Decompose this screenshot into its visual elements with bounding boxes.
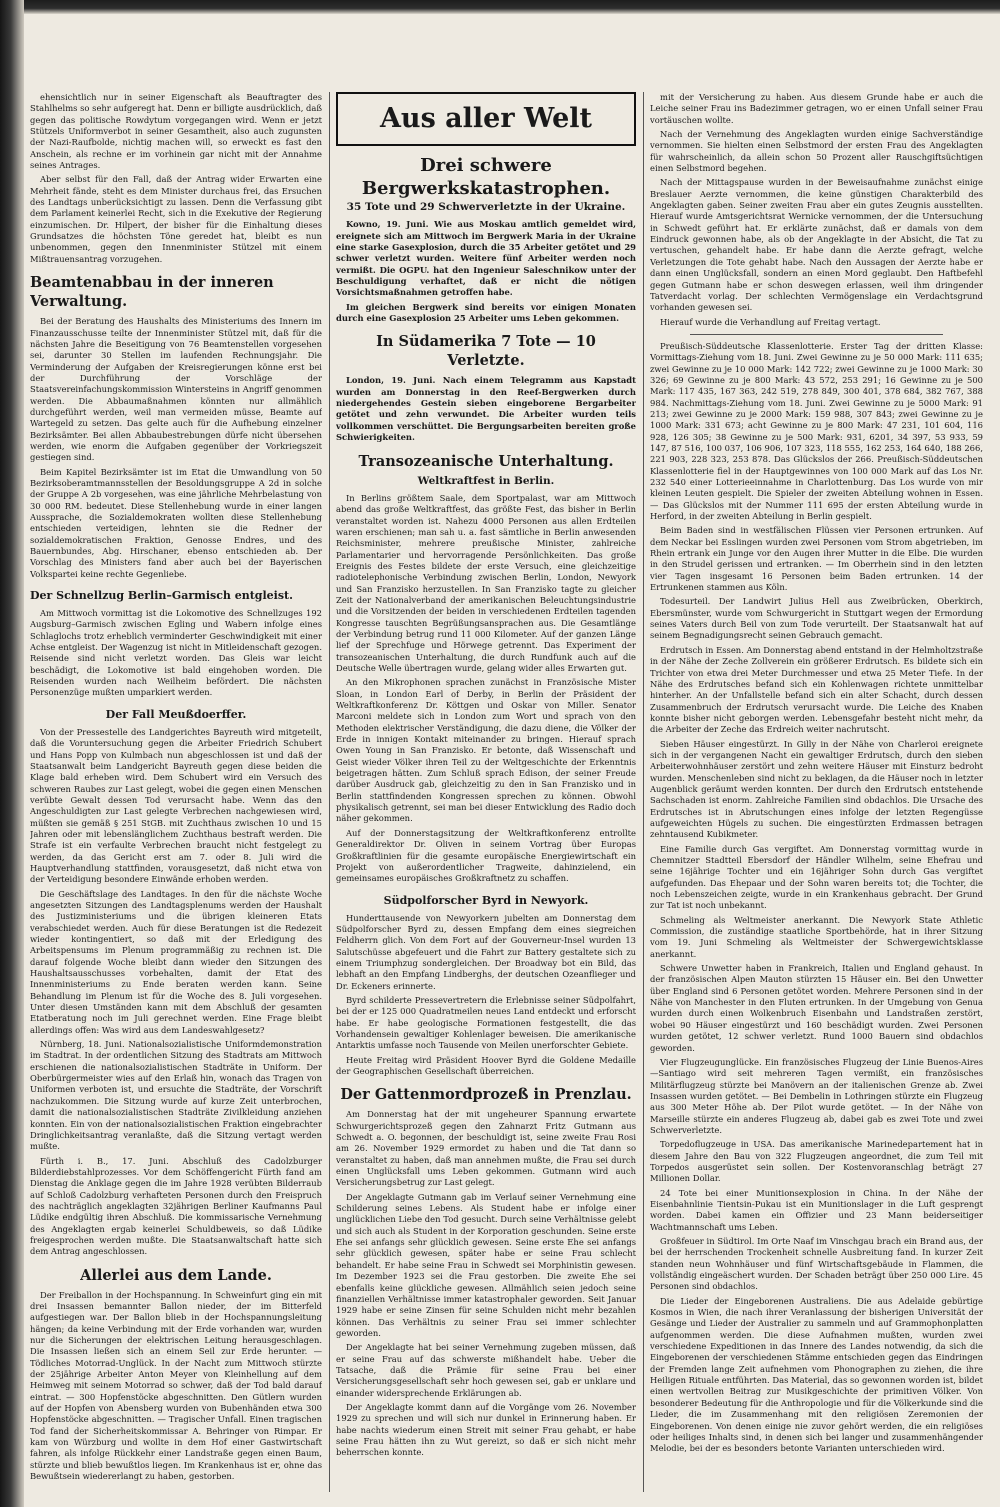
article-paragraph: Fürth i. B., 17. Juni. Abschluß des Cadolzburger Bilderdiebstahlprozesses. Vor dem Schöffengericht Fürth fand am Dienstag die Anklage gegen die im Jahre 1928 verübten Bilderraub auf Schloß Cadolzburg verhafteten Personen durch den Freispruch des nachträglich angeklagten 32jährigen Berliner Kaufmanns Paul Lüdike endgültig ihren Abschluß. Die kommissarische Vernehmung des Angeklagten ergab keinerlei Schuldbeweis, so daß Lüdike freigesprochen werden mußte. Die Staatsanwaltschaft hatte sich dem Antrag angeschlossen. bbox=[30, 1155, 322, 1257]
article-paragraph: Todesurteil. Der Landwirt Julius Hell aus Zweibrücken, Oberkirch, Ebersmünster, wurde vom Schwurgericht in Stuttgart wegen der Ermordung seines Vaters durch Beil von zum Tode verurteilt. Der Staatsanwalt hat auf seinem Begnadigungsrecht seinen Gebrauch gemacht. bbox=[650, 596, 983, 641]
headline: Der Schnellzug Berlin–Garmisch entgleist. bbox=[30, 589, 293, 603]
column-middle bbox=[336, 92, 636, 1497]
column-left bbox=[30, 92, 322, 1497]
article-paragraph: Vier Flugzeugunglücke. Ein französisches Flugzeug der Linie Buenos-Aires—Santiago wird seit mehreren Tagen vermißt, ein französisches Militärflugzeug stürzte bei Manövern an der italienischen Grenze ab. Zwei Insassen wurden getötet. — Bei Dembelin in Lothringen stürzte ein Flugzeug aus 300 Meter Höhe ab. Der Pilot wurde getötet. — In der Nähe von Marseille stürzte ein anderes Flugzeug ab, dabei gab es zwei Tote und zwei Schwerverletzte. bbox=[650, 1056, 983, 1135]
subheadline: Weltkraftfest in Berlin. bbox=[417, 474, 555, 487]
article-paragraph: ehensichtlich nur in seiner Eigenschaft als Beauftragter des Stahlhelms so sehr aufgeregt hat. Denn er billigte ausdrücklich, daß gegen das politische Rowdytum vorgegangen wird. Wenn er jetzt Stützels Uniformverbot in seiner Gesamtheit, also auch zugunsten der Nazi-Raufbolde, nichtig machen will, so erweckt es fast den Anschein, als rechne er im vorhinein gar nicht mit der Annahme seines Antrages. bbox=[30, 92, 322, 171]
headline: Der Gattenmordprozeß in Prenzlau. bbox=[340, 1086, 632, 1104]
headline: Beamtenabbau in der inneren Verwaltung. bbox=[30, 274, 274, 311]
article-paragraph: Heute Freitag wird Präsident Hoover Byrd die Goldene Medaille der Geographischen Gesellschaft überreichen. bbox=[336, 1054, 636, 1076]
article-paragraph: Torpedoflugzeuge in USA. Das amerikanische Marinedepartement hat in diesem Jahre den Bau von 322 Flugzeugen angeordnet, die zum Teil mit Torpedos ausgerüstet sein sollen. Der Kostenvoranschlag beträgt 27 Millionen Dollar. bbox=[650, 1139, 983, 1184]
section-title-box bbox=[336, 92, 636, 146]
article-paragraph: Nach der Vernehmung des Angeklagten wurden einige Sachverständige vernommen. Sie hielten einen Selbstmord der ersten Frau des Angeklagten für wahrscheinlich, da allein schon 50 Prozent aller Rauschgiftsüchtigen einen Selbstmord begehen. bbox=[650, 129, 983, 174]
section-title: Aus aller Welt bbox=[379, 103, 593, 134]
article-paragraph: Der Angeklagte Gutmann gab im Verlauf seiner Vernehmung eine Schilderung seines Lebens. Als Student habe er infolge einer unglücklichen Liebe den Tod gesucht. Durch seine Verhältnisse gelebt und sich auch als Student in der Korporation geschunden. Seine erste Ehe sei anfangs sehr glücklich gewesen. Seine erste Ehe sei anfangs sehr glücklich gewesen, später habe er seine Frau schlecht behandelt. Er habe seine Frau in Schwedt sei Morphinistin gewesen. Im Dezember 1923 sei die Frau gestorben. Die zweite Ehe sei ebenfalls keine glückliche gewesen. Allmählich seien jedoch seine finanziellen Verhältnisse immer katastrophaler geworden. Seit Januar 1929 habe er seine Zinsen für seine Schulden nicht mehr bezahlen können. Das Verhältnis zu seiner Frau sei immer schlechter geworden. bbox=[336, 1191, 636, 1338]
headline: Südpolforscher Byrd in Newyork. bbox=[383, 893, 589, 907]
article-paragraph: Beim Kapitel Bezirksämter ist im Etat die Umwandlung von 50 Bezirksoberamtmannsstellen der Besoldungsgruppe A 2d in solche der Gruppe A 2b vorgesehen, was eine jährliche Mehrbelastung von 30 000 RM. bedeutet. Diese Stellenhebung wurde in einer langen Aussprache, die Sozialdemokraten wollten diese Stellenhebung entschieden verteidigen, lehnten sie die Redner der sozialdemokratischen Fraktion, Genosse Endres, und des Bauernbundes, Abg. Hirschaner, ebenso entschieden ab. Der Vorschlag des Ministers fand aber auch bei der Bayerischen Volkspartei keine rechte Gegenliebe. bbox=[30, 466, 322, 579]
article-paragraph: Die Geschäftslage des Landtages. In den für die nächste Woche angesetzten Sitzungen des Landtagsplenums werden der Haushalt des Justizministeriums und die übrigen kleineren Etats verabschiedet werden. Auch für diese Beratungen ist die Redezeit wieder kontingentiert, so daß mit der Erledigung des Arbeitspensums im Plenum programmäßig zu rechnen ist. Die darauf folgende Woche bleibt dann wieder den Sitzungen des Haushaltsausschusses vorbehalten, damit der Etat des Innenministeriums zu Ende beraten werden kann. Seine Behandlung im Plenum ist für die Woche des 8. Juli vorgesehen. Unter diesen Umständen kann mit dem Abschluß der gesamten Etatberatung noch im Juli gerechnet werden. Eine Frage bleibt allerdings offen: Was wird aus dem Landeswahlgesetz? bbox=[30, 888, 322, 1035]
article-paragraph: Nürnberg, 18. Juni. Nationalsozialistische Uniformdemonstration im Stadtrat. In der ordentlichen Sitzung des Stadtrats am Mittwoch erschienen die nationalsozialistischen Stadträte in Uniform. Der Oberbürgermeister wies auf den Erlaß hin, wonach das Tragen von Uniformen verboten ist, und ersuchte die Stadträte, der Vorschrift nachzukommen. Die Sitzung wurde auf kurze Zeit unterbrochen, damit die nationalsozialistischen Stadträte Zivilkleidung anziehen konnten. Ein von der nationalsozialistischen Fraktion eingebrachter Dringlichkeitsantrag veranlaßte, daß die Sitzung vertagt werden mußte. bbox=[30, 1039, 322, 1152]
article-paragraph: Am Donnerstag hat der mit ungeheurer Spannung erwartete Schwurgerichtsprozeß gegen den Zahnarzt Fritz Gutmann aus Schwedt a. O. begonnen, der beschuldigt ist, seine zweite Frau Rosi am 26. November 1929 ermordet zu haben und die Tat dann so veranstaltet zu haben, daß man annehmen mußte, die Frau sei durch einen Unglücksfall ums Leben gekommen. Gutmann wird auch Versicherungsbetrug zur Last gelegt. bbox=[336, 1109, 636, 1188]
article-paragraph: Am Mittwoch vormittag ist die Lokomotive des Schnellzuges 192 Augsburg–Garmisch zwischen Egling und Wabern infolge eines Schlaglochs trotz erheblich verminderter Geschwindigkeit mit einer Achse entgleist. Der Wagenzug ist nicht in Mitleidenschaft gezogen. Reisende sind nicht verletzt worden. Das Gleis war leicht beschädigt, die Lokomotive ist bald eingehoben worden. Die Reisenden wurden nach Weilheim befördert. Die nächsten Personenzüge mußten umparkiert werden. bbox=[30, 608, 322, 698]
column-right bbox=[650, 92, 983, 1497]
article-paragraph: Beim Baden sind in westfälischen Flüssen vier Personen ertrunken. Auf dem Neckar bei Esslingen wurden zwei Personen vom Strom abgetrieben, im Rhein ertrank ein Junge vor den Augen ihrer Mutter in die Elbe. Die wurden in den Strudel gerissen und ertranken. — Im Oberrhein sind in den letzten vier Tagen insgesamt 16 Personen beim Baden ertrunken. 14 der Ertrunkenen stammen aus Köln. bbox=[650, 525, 983, 593]
article-paragraph: Schmeling als Weltmeister anerkannt. Die Newyork State Athletic Commission, die zuständige staatliche Sportbehörde, hat in ihrer Sitzung vom 19. Juni Schmeling als Weltmeister der Schwergewichtsklasse anerkannt. bbox=[650, 914, 983, 959]
article-paragraph: Die Lieder der Eingeborenen Australiens. Die aus Adelaide gebürtige Kosmos in Wien, die nach ihrer Veranlassung der bisherigen Universität der Gesänge und Lieder der Australier zu sammeln und auf Grammophonplatten aufgenommen werden. Die diese Aufnahmen mußten, wurden zwei verschiedene Expeditionen in das Innere des Landes notwendig, da sich die Eingeborenen der verschiedenen Stämme entschieden gegen das Eindringen der Fremden lange Zeit aufnehmen vom Phonographen zu ziehen, die ihre Heiligen Rituale entführten. Das Material, das so gewonnen worden ist, bildet einen wertvollen Beitrag zur Musikgeschichte der primitiven Völker. Von besonderer Bedeutung für die Anthropologie und für die Völkerkunde sind die Lieder, die im Zusammenhang mit den religiösen Zeremonien der Eingeborenen. Von denen einige nie zuvor gehört werden, die ein religiöses oder heiliges Inhalts sind, in denen sich bei langer und zusammenhängender Melodie, bei der es besonders betonte Varianten unterschieden wird. bbox=[650, 1295, 983, 1454]
page-binding-shadow bbox=[0, 0, 24, 1507]
column-divider bbox=[329, 92, 330, 1492]
article-paragraph: Aber selbst für den Fall, daß der Antrag wider Erwarten eine Mehrheit fände, steht es dem Minister durchaus frei, das Ersuchen des Landtags unberücksichtigt zu lassen. Denn die Verfassung gibt dem Parlament keinerlei Recht, sich in die Exekutive der Regierung einzumischen. Dr. Hilpert, der bisher für die Einhaltung dieses Grundsatzes die höchsten Töne geredet hat, bleibt es nun unbenommen, gegen den Innenminister Stützel mit einem Mißtrauensantrag vorzugehen. bbox=[30, 174, 322, 264]
headline: Der Fall Meußdoerffer. bbox=[105, 707, 247, 721]
article-paragraph: mit der Versicherung zu haben. Aus diesem Grunde habe er auch die Leiche seiner Frau ins Badezimmer getragen, wo er einen Unfall seiner Frau vortäuschen wollte. bbox=[650, 92, 983, 125]
page-top-shadow bbox=[0, 0, 1000, 14]
subheadline: 35 Tote und 29 Schwerverletzte in der Ukraine. bbox=[346, 201, 626, 213]
article-paragraph: Sieben Häuser eingestürzt. In Gilly in der Nähe von Charleroi ereignete sich in der vergangenen Nacht ein gewaltiger Erdrutsch, durch den sieben Arbeiterwohnhäuser zerstört und zehn weitere Häuser mit Einsturz bedroht wurden. Menschenleben sind nicht zu beklagen, da die Häuser noch in letzter Augenblick geräumt werden konnten. Der durch den Erdrutsch entstehende Sachschaden ist enorm. Zahlreiche Familien sind obdachlos. Die Ursache des Erdrutsches ist in Abrutschungen eines infolge der letzten Regengüsse aufgeweichten Hügels zu suchen. Die eingestürzten Erdmassen betragen zehntausend Kubikmeter. bbox=[650, 738, 983, 840]
article-paragraph: Großfeuer in Südtirol. Im Orte Naaf im Vinschgau brach ein Brand aus, der bei der herrschenden Trockenheit schnelle Ausbreitung fand. In kurzer Zeit standen neun Wohnhäuser und fünf Wirtschaftsgebäude in Flammen, die vollständig eingeäschert wurden. Der Schaden beträgt über 250 000 Lire. 45 Personen sind obdachlos. bbox=[650, 1236, 983, 1292]
article-paragraph: Der Angeklagte kommt dann auf die Vorgänge vom 26. November 1929 zu sprechen und will sich nur dunkel in Erinnerung haben. Er habe nachts wiederum einen Streit mit seiner Frau gehabt, er habe seine Frau hätten ihn zu Wut gereizt, so daß er sich nicht mehr beherrschen konnte. bbox=[336, 1401, 636, 1458]
article-paragraph: Der Angeklagte hat bei seiner Vernehmung zugeben müssen, daß er seine Frau auf das schwerste mißhandelt habe. Ueber die Tatsache, daß die Prämie für seine Frau bei einer Versicherungsgesellschaft sehr hoch gewesen sei, gab er unklare und einander widersprechende Erklärungen ab. bbox=[336, 1342, 636, 1398]
article-paragraph: Auf der Donnerstagsitzung der Weltkraftkonferenz entrollte Generaldirektor Dr. Oliven in seinem Vortrag über Europas Großkraftlinien für die gesamte europäische Energiewirtschaft ein Projekt von außerordentlicher Tragweite, dahinzielend, ein gemeinsames europäisches Großkraftnetz zu schaffen. bbox=[336, 827, 636, 884]
article-paragraph: 24 Tote bei einer Munitionsexplosion in China. In der Nähe der Eisenbahnlinie Tientsin-Pukau ist ein Munitionslager in die Luft gesprengt worden. Dabei kamen ein Offizier und 23 Mann beiderseitiger Wachtmannschaft ums Leben. bbox=[650, 1187, 983, 1232]
article-paragraph: Hunderttausende von Newyorkern jubelten am Donnerstag dem Südpolforscher Byrd zu, dessen Empfang dem eines siegreichen Feldherrn glich. Von dem Fort auf der Gouverneur-Insel wurden 13 Salutschüsse abgefeuert und die Fahrt zur Battery gestaltete sich zu einem Triumphzug sondergleichen. Der Broadway bot ein Bild, das lebhaft an den Empfang Lindberghs, der deutschen Ozeanflieger und Dr. Eckeners erinnerte. bbox=[336, 912, 636, 991]
headline: Drei schwere Bergwerkskatastrophen. bbox=[361, 155, 611, 199]
headline: In Südamerika 7 Tote — 10 Verletzte. bbox=[376, 333, 596, 370]
headline: Allerlei aus dem Lande. bbox=[80, 1266, 272, 1284]
article-paragraph: Von der Pressestelle des Landgerichtes Bayreuth wird mitgeteilt, daß die Voruntersuchung gegen die Arbeiter Friedrich Schubert und Hans Popp von Kulmbach nun abgeschlossen ist und daß der Staatsanwalt beim Landgericht Bayreuth gegen diese beiden die Klage bald erheben wird. Dem Schubert wird ein Versuch des schweren Raubes zur Last gelegt, wobei die gegen einen Menschen verübte Gewalt dessen Tod verursacht habe. Wenn das den Angeschuldigten zur Last gelegte Verbrechen nachgewiesen wird, müßten sie gemäß § 251 StGB. mit Zuchthaus zwischen 10 und 15 Jahren oder mit lebenslänglichem Zuchthaus bestraft werden. Die Strafe ist ein verfaulte Verbrechen braucht nicht festgelegt zu werden, da das Gericht erst am 7. oder 8. Juli wird die Hauptverhandlung stattfinden, vorausgesetzt, daß nicht etwa von der Verteidigung besondere Einwände erhoben werden. bbox=[30, 726, 322, 885]
column-divider bbox=[643, 92, 644, 1492]
separator bbox=[690, 334, 943, 335]
article-paragraph: Preußisch-Süddeutsche Klassenlotterie. Erster Tag der dritten Klasse: Vormittags-Ziehung vom 18. Juni. Zwei Gewinne zu je 50 000 Mark: 111 635; zwei Gewinne zu je 10 000 Mark: 142 722; zwei Gewinne zu je 1000 Mark: 30 326; 69 Gewinne zu je 800 Mark: 43 572, 253 291; 16 Gewinne zu je 500 Mark: 117 435, 167 363, 242 519, 278 849, 300 401, 378 684, 382 767, 388 984. Nachmittags-Ziehung vom 18. Juni. Zwei Gewinne zu je 5000 Mark: 91 213; zwei Gewinne zu je 2000 Mark: 159 988, 307 843; zwei Gewinne zu je 1000 Mark: 331 673; acht Gewinne zu je 800 Mark: 47 231, 101 604, 116 928, 126 305; 38 Gewinne zu je 500 Mark: 931, 6201, 34 397, 53 933, 59 147, 87 516, 100 037, 106 906, 107 323, 118 555, 162 253, 164 640, 188 266, 221 903, 228 323, 253 878. Das Glückslos der 266. Preußisch-Süddeutschen Klassenlotterie fiel in der Hauptgewinnes von 100 000 Mark auf das Los Nr. 232 540 einer Lotterieeinnahme in Charlottenburg. Das Los wurde von mir kleinen Leuten gespielt. Die Spieler der zweiten Abteilung wohnen in Essen. — Das Glückslos mit der Nummer 111 695 der ersten Abteilung wurde in Herford, in der zweiten Abteilung in Berlin gespielt. bbox=[650, 340, 983, 522]
article-paragraph: Kowno, 19. Juni. Wie aus Moskau amtlich gemeldet wird, ereignete sich am Mittwoch im Bergwerk Maria in der Ukraine eine starke Gasexplosion, durch die 35 Arbeiter getötet und 29 schwer verletzt wurden. Weitere fünf Arbeiter werden noch vermißt. Die OGPU. hat den Ingenieur Saleschnikow unter der Beschuldigung verhaftet, daß er nicht die nötigen Vorsichtsmaßnahmen getroffen habe. bbox=[336, 219, 636, 298]
article-paragraph: In Berlins größtem Saale, dem Sportpalast, war am Mittwoch abend das große Weltkraftfest, das größte Fest, das bisher in Berlin veranstaltet worden ist. Nahezu 4000 Personen aus allen Erdteilen waren erschienen; man sah u. a. fast sämtliche in Berlin anwesenden Reichsminister, mehrere preußische Minister, zahlreiche Parlamentarier und hervorragende Persönlichkeiten. Das große Ereignis des Festes bildete der erste Versuch, eine gleichzeitige radiotelephonische Verbindung zwischen Berlin, London, Newyork und San Franzisko herzustellen. In San Franzisko tagte zu gleicher Zeit der Nationalverband der amerikanischen Beleuchtungsindustrie und die Vorsitzenden der beiden in verschiedenen Erdteilen tagenden Kongresse tauschten Begrüßungsansprachen aus. Die Gesamtlänge der Verbindung betrug rund 11 000 Kilometer. Auf der ganzen Länge lief der Sprechfuge und Hörwege getrennt. Das Experiment der transozeanischen Unterhaltung, die durch Rundfunk auch auf die Deutsche Welle übertragen wurde, gelang wider alles Erwarten gut. bbox=[336, 492, 636, 673]
article-paragraph: Byrd schilderte Pressevertretern die Erlebnisse seiner Südpolfahrt, bei der er 125 000 Quadratmeilen neues Land entdeckt und erforscht habe. Er habe geologische Formationen festgestellt, die das Vorhandensein gewaltiger Kohlenlager beweisen. Die amerikanische Antarktis umfasse noch Tausende von Meilen unerforschter Gebiete. bbox=[336, 994, 636, 1051]
article-paragraph: Schwere Unwetter haben in Frankreich, Italien und England gehaust. In der französischen Alpen Mauton stürzten 15 Häuser ein. Bei den Unwetter über England sind 6 Personen getötet worden. Mehrere Personen sind in der Nähe von Manchester in den Fluten ertrunken. In der Umgebung von Genua wurden durch einen Wolkenbruch Eisenbahn und Landstraßen zerstört, wobei 90 Häuser eingestürzt und 160 beschädigt wurden. Zwei Personen wurden getötet, 12 schwer verletzt. Rund 1000 Bauern sind obdachlos geworden. bbox=[650, 963, 983, 1053]
article-paragraph: Erdrutsch in Essen. Am Donnerstag abend entstand in der Helmholtzstraße in der Nähe der Zeche Zollverein ein größerer Erdrutsch. Es bildete sich ein Trichter von etwa drei Meter Durchmesser und etwa 25 Meter Tiefe. In der Nähe des Erdrutsches befand sich ein Kohlenwagen richtete unmittelbar hinterher. An der Unfallstelle befand sich ein alter Schacht, durch dessen Zusammenbruch der Erdrutsch verursacht wurde. Die Leiche des Knaben konnte bisher nicht geborgen werden. Lebensgefahr besteht nicht mehr, da die Arbeiter der Zeche das Erdreich weiter nachrutscht. bbox=[650, 644, 983, 735]
article-paragraph: An den Mikrophonen sprachen zunächst in Französische Mister Sloan, in London Earl of Derby, in Berlin der Präsident der Weltkraftkonferenz Dr. Köttgen und Oskar von Miller. Senator Marconi meldete sich in London zum Wort und sprach von den Methoden elektrischer Verständigung, die dazu diene, die Völker der Erde in innigen Kontakt miteinander zu bringen. Hierauf sprach Owen Young in San Franzisko. Er betonte, daß Wissenschaft und Geist wieder Völker ihren Teil zu der Weltgeschichte der Erkenntnis beigetragen hätten. Zum Schluß sprach Edison, der seiner Freude darüber Ausdruck gab, gleichzeitig zu den in San Franzisko und in Berlin stattfindenden Kongressen sprechen zu können. Obwohl physikalisch getrennt, sei man bei dieser Entwicklung des Radio doch näher gekommen. bbox=[336, 677, 636, 824]
article-paragraph: Hierauf wurde die Verhandlung auf Freitag vertagt. bbox=[660, 316, 881, 327]
article-paragraph: Der Freiballon in der Hochspannung. In Schweinfurt ging ein mit drei Insassen bemannter Ballon nieder, der im Bitterfeld aufgestiegen war. Der Ballon blieb in der Hochspannungsleitung hängen; da keine Verbindung mit der Erde vorhanden war, wurden nur die Sicherungen der elektrischen Leitung herausgeschlagen. Die Insassen ließen sich an einem Seil zur Erde herunter. — Tödliches Motorrad-Unglück. In der Nacht zum Mittwoch stürzte der 25jährige Arbeiter Anton Meyer von Kleinhellung auf dem Heimweg mit seinem Motorrad so schwer, daß der Tod bald darauf eintrat. — 300 Hopfenstöcke abgeschnitten. Den Gütlern wurden auf der Hopfen von Abensberg wurden von Bubenhänden etwa 300 Hopfenstöcke abgeschnitten. — Tragischer Unfall. Einen tragischen Tod fand der Sicherheitskommissar A. Behringer von Rimpar. Er kam von Würzburg und wollte in dem Hof einer Gastwirtschaft fahren, als infolge Rückkehr einer Landstraße gegen einen Baum, stürzte und blieb bewußtlos liegen. Im Krankenhaus ist er, ohne das Bewußtsein wiedererlangt zu haben, gestorben. bbox=[30, 1289, 322, 1482]
article-paragraph: Bei der Beratung des Haushalts des Ministeriums des Innern im Finanzausschusse teilte der Innenminister Stützel mit, daß für die nächsten Jahre die Beseitigung von 76 Beamtenstellen vorgesehen sei, darunter 30 Stellen im laufenden Rechnungsjahr. Die Verminderung der Aufgaben der Kreisregierungen könne erst bei der Durchführung der Vorschläge der Staatsvereinfachungskommission Wintersteins in Angriff genommen werden. Die Abbaumaßnahmen könnten nur allmählich durchgeführt werden, weil man vermeiden müsse, Beamte auf Wartegeld zu setzen. Das gelte auch für die Aufhebung einzelner Bezirksämter. Bei allen Abbaubestrebungen dürfe nicht übersehen werden, wie enorm die Aufgaben gegenüber der Vorkriegszeit gestiegen sind. bbox=[30, 316, 322, 463]
article-paragraph: Nach der Mittagspause wurden in der Beweisaufnahme zunächst einige Breslauer Aerzte vernommen, die keine günstigen Charakterbild des Angeklagten gaben. Seiner zweiten Frau aber ein gutes Zeugnis ausstellten. Hierauf wurde Amtsgerichtsrat Wernicke vernommen, der die Untersuchung in Schwedt geführt hat. Er erklärte zunächst, daß er damals von dem Eindruck gewonnen habe, als ob der Angeklagte in der Absicht, die Tat zu vertuschen, gehandelt habe. Er habe dann die Aerzte gefragt, welche Verletzungen die Tote gehabt habe. Nach den Aussagen der Aerzte habe er dann einen Unglücksfall, sondern an einen Mord geglaubt. Den Haftbefehl gegen Gutmann habe er schon deswegen erlassen, weil ihm dringender Tatverdacht vorlag. Der schlechten Vermögenslage ein Verdachtsgrund vorhanden gewesen sei. bbox=[650, 177, 983, 313]
article-paragraph: London, 19. Juni. Nach einem Telegramm aus Kapstadt wurden am Donnerstag in den Reef-Bergwerken durch niedergehendes Gestein sieben eingeborene Bergarbeiter getötet und zehn verwundet. Die Arbeiter wurden teils vollkommen verschüttet. Die Bergungsarbeiten bereiten große Schwierigkeiten. bbox=[336, 375, 636, 443]
article-paragraph: Eine Familie durch Gas vergiftet. Am Donnerstag vormittag wurde in Chemnitzer Stadtteil Ebersdorf der Händler Wilhelm, seine Ehefrau und seine 16jährige Tochter und ein 16jähriger Sohn durch Gas vergiftet aufgefunden. Das Ehepaar und der Sohn waren bereits tot; die Tochter, die noch Lebenszeichen zeigte, wurde in ein Krankenhaus gebracht. Der Grund zur Tat ist noch unbekannt. bbox=[650, 843, 983, 911]
headline: Transozeanische Unterhaltung. bbox=[358, 452, 614, 470]
article-paragraph: Im gleichen Bergwerk sind bereits vor einigen Monaten durch eine Gasexplosion 25 Arbeiter ums Leben gekommen. bbox=[336, 301, 636, 324]
